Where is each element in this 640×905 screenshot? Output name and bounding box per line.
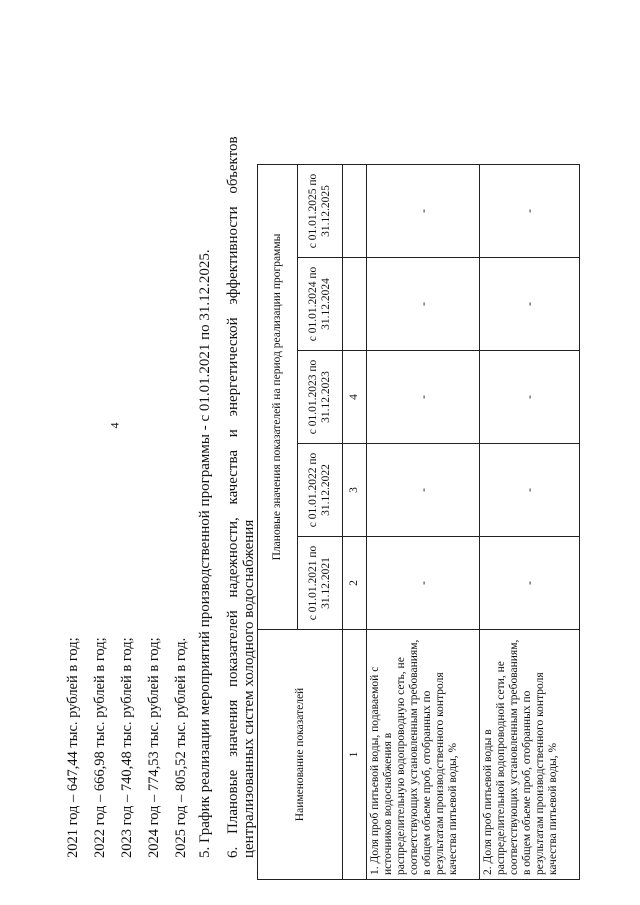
col-number-4: 4	[343, 351, 367, 444]
row-1-value-2024: -	[367, 258, 480, 351]
budget-line-2022: 2022 год – 666,98 тыс. рублей в год;	[92, 637, 108, 858]
period-2023: с 01.01.2023 по 31.12.2023	[298, 351, 343, 444]
rotated-page-content	[60, 50, 559, 880]
row-1-value-2025: -	[367, 165, 480, 258]
column-number-row	[343, 165, 367, 880]
budget-line-2021: 2021 год – 647,44 тыс. рублей в год;	[65, 637, 81, 858]
period-2021: с 01.01.2021 по 31.12.2021	[298, 537, 343, 630]
col-number-5	[343, 258, 367, 351]
section-6-line-2: централизованных систем холодного водоснабжения	[241, 519, 257, 858]
section-6-heading	[225, 138, 257, 858]
table-row	[367, 165, 480, 880]
header-group-cell: Плановые значения показателей на период реализации программы	[258, 165, 298, 630]
col-number-1: 1	[343, 630, 367, 880]
section-5-heading: 5. График реализации мероприятий производственной программы - с 01.01.2021 по 31.12.2025.	[197, 249, 213, 858]
page-number: 4	[107, 422, 122, 429]
budget-line-2025: 2025 год – 805,52 тыс. рублей в год.	[173, 637, 189, 858]
indicators-table	[257, 164, 580, 880]
row-1-value-2023: -	[367, 351, 480, 444]
section-6-line-1: 6. Плановые значения показателей надежности, качества и энергетической эффективности объектов	[225, 136, 241, 858]
row-2-value-2024: -	[480, 258, 580, 351]
row-1-value-2022: -	[367, 444, 480, 537]
budget-list	[60, 637, 195, 858]
row-2-value-2023: -	[480, 351, 580, 444]
table-row	[480, 165, 580, 880]
row-1-value-2021: -	[367, 537, 480, 630]
col-number-6	[343, 165, 367, 258]
budget-line-2023: 2023 год – 740,48 тыс. рублей в год;	[119, 637, 135, 858]
period-2025: с 01.01.2025 по 31.12.2025	[298, 165, 343, 258]
row-2-value-2022: -	[480, 444, 580, 537]
col-number-2: 2	[343, 537, 367, 630]
col-number-3: 3	[343, 444, 367, 537]
row-1-name: 1. Доля проб питьевой воды, подаваемой с источников водоснабжения в распределительную водопроводную сеть, не соответствующих установленным требованиям, в общем объеме проб, отобранных по результатам производственного контроля качества питьевой воды, %	[367, 630, 480, 880]
period-2022: с 01.01.2022 по 31.12.2022	[298, 444, 343, 537]
row-2-value-2025: -	[480, 165, 580, 258]
row-2-name: 2. Доля проб питьевой воды в распределительной водопроводной сети, не соответствующих установленным требованиям, в общем объеме проб, отобранных по результатам производственного контроля качества питьевой воды, %	[480, 630, 580, 880]
header-name-cell: Наименование показателей	[258, 630, 343, 880]
row-2-value-2021: -	[480, 537, 580, 630]
period-2024: с 01.01.2024 по 31.12.2024	[298, 258, 343, 351]
budget-line-2024: 2024 год – 774,53 тыс. рублей в год;	[146, 637, 162, 858]
